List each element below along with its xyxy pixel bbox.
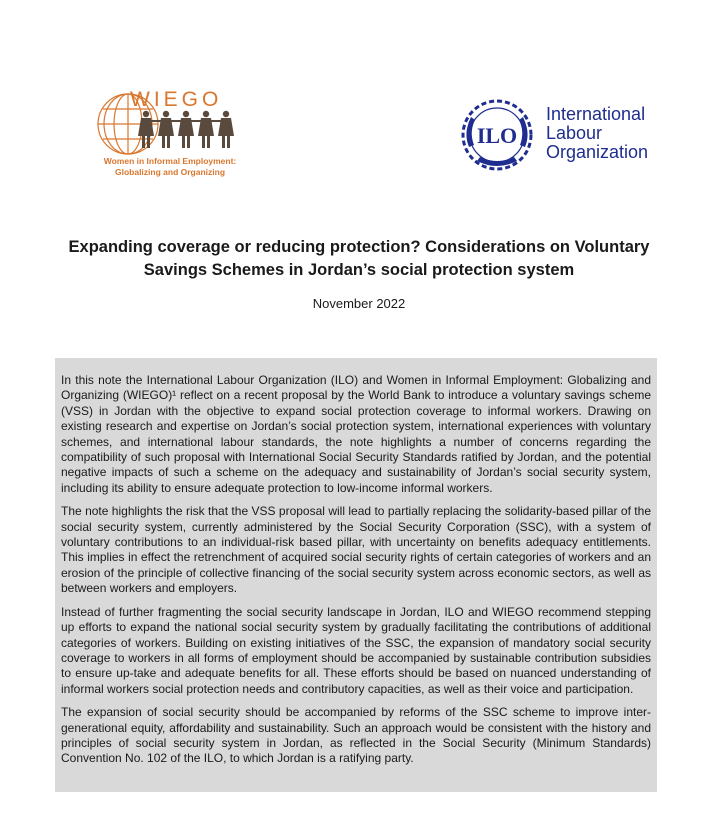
wiego-wordmark: WIEGO: [130, 88, 223, 111]
ilo-logo: [455, 97, 665, 173]
ilo-emblem-text: ILO: [476, 123, 518, 148]
summary-paragraph-1: In this note the International Labour Organization (ILO) and Women in Informal Employment: Globalizing and Organizing (WIEGO)¹ reflect on a recent proposal by the World Bank to introduce a voluntary savings scheme (VSS) in Jordan with the objective to expand social protection coverage to informal workers. Drawing on existing research and expertise on Jordan’s social protection system, international experiences with voluntary schemes, and international labour standards, the note highlights a number of concerns regarding the compatibility of such proposal with International Social Security Standards ratified by Jordan, and the potential negative impacts of such a scheme on the adequacy and sustainability of Jordan’s social security system, including its ability to ensure adequate protection to low-income informal workers.: [61, 373, 651, 495]
summary-paragraph-2: The note highlights the risk that the VSS proposal will lead to partially replacing the solidarity-based pillar of the social security system, currently administered by the Social Security Corporation (SSC), with a system of voluntary contributions to an individual-risk based pillar, with uncertainty on benefits adequacy entitlements. This implies in effect the retrenchment of acquired social security rights of certain categories of workers and an erosion of the principle of collective financing of the social security system across economic sectors, as well as between workers and employers.: [61, 504, 651, 596]
wiego-tagline-line-2: Globalizing and Organizing: [114, 167, 226, 177]
document-title-line-1: Expanding coverage or reducing protection? Considerations on Voluntary: [68, 238, 650, 256]
ilo-emblem-icon: [455, 97, 539, 173]
document-title: [40, 236, 678, 282]
ilo-name-line-2: Labour: [546, 123, 603, 143]
summary-paragraph-4: The expansion of social security should be accompanied by reforms of the SSC scheme to improve inter-generational equity, affordability and sustainability. Such an approach would be consistent with the history and principles of social security system in Jordan, as reflected in the Social Security (Minimum Standards) Convention No. 102 of the ILO, to which Jordan is a ratifying party.: [61, 705, 651, 766]
ilo-name-line-1: International: [546, 104, 646, 124]
ilo-name: [546, 105, 648, 162]
wiego-tagline-line-1: Women in Informal Employment:: [103, 156, 237, 166]
wiego-tagline: [96, 156, 244, 178]
ilo-name-line-3: Organization: [546, 142, 649, 162]
wiego-logo: [94, 88, 244, 184]
summary-paragraph-3: Instead of further fragmenting the social security landscape in Jordan, ILO and WIEGO recommend stepping up efforts to expand the national social security system by gradually facilitating the contributions of additional categories of workers. Building on existing initiatives of the SSC, the expansion of mandatory social security coverage to workers in all forms of employment should be accompanied by sustainable contribution subsidies to ensure up-take and adequate benefits for all. These efforts should be based on nuanced understanding of informal workers social protection needs and contributory capacities, as well as their voice and participation.: [61, 604, 651, 696]
document-title-line-2: Savings Schemes in Jordan’s social protection system: [143, 261, 575, 279]
summary-box: [55, 358, 657, 792]
document-date: November 2022: [312, 296, 406, 311]
